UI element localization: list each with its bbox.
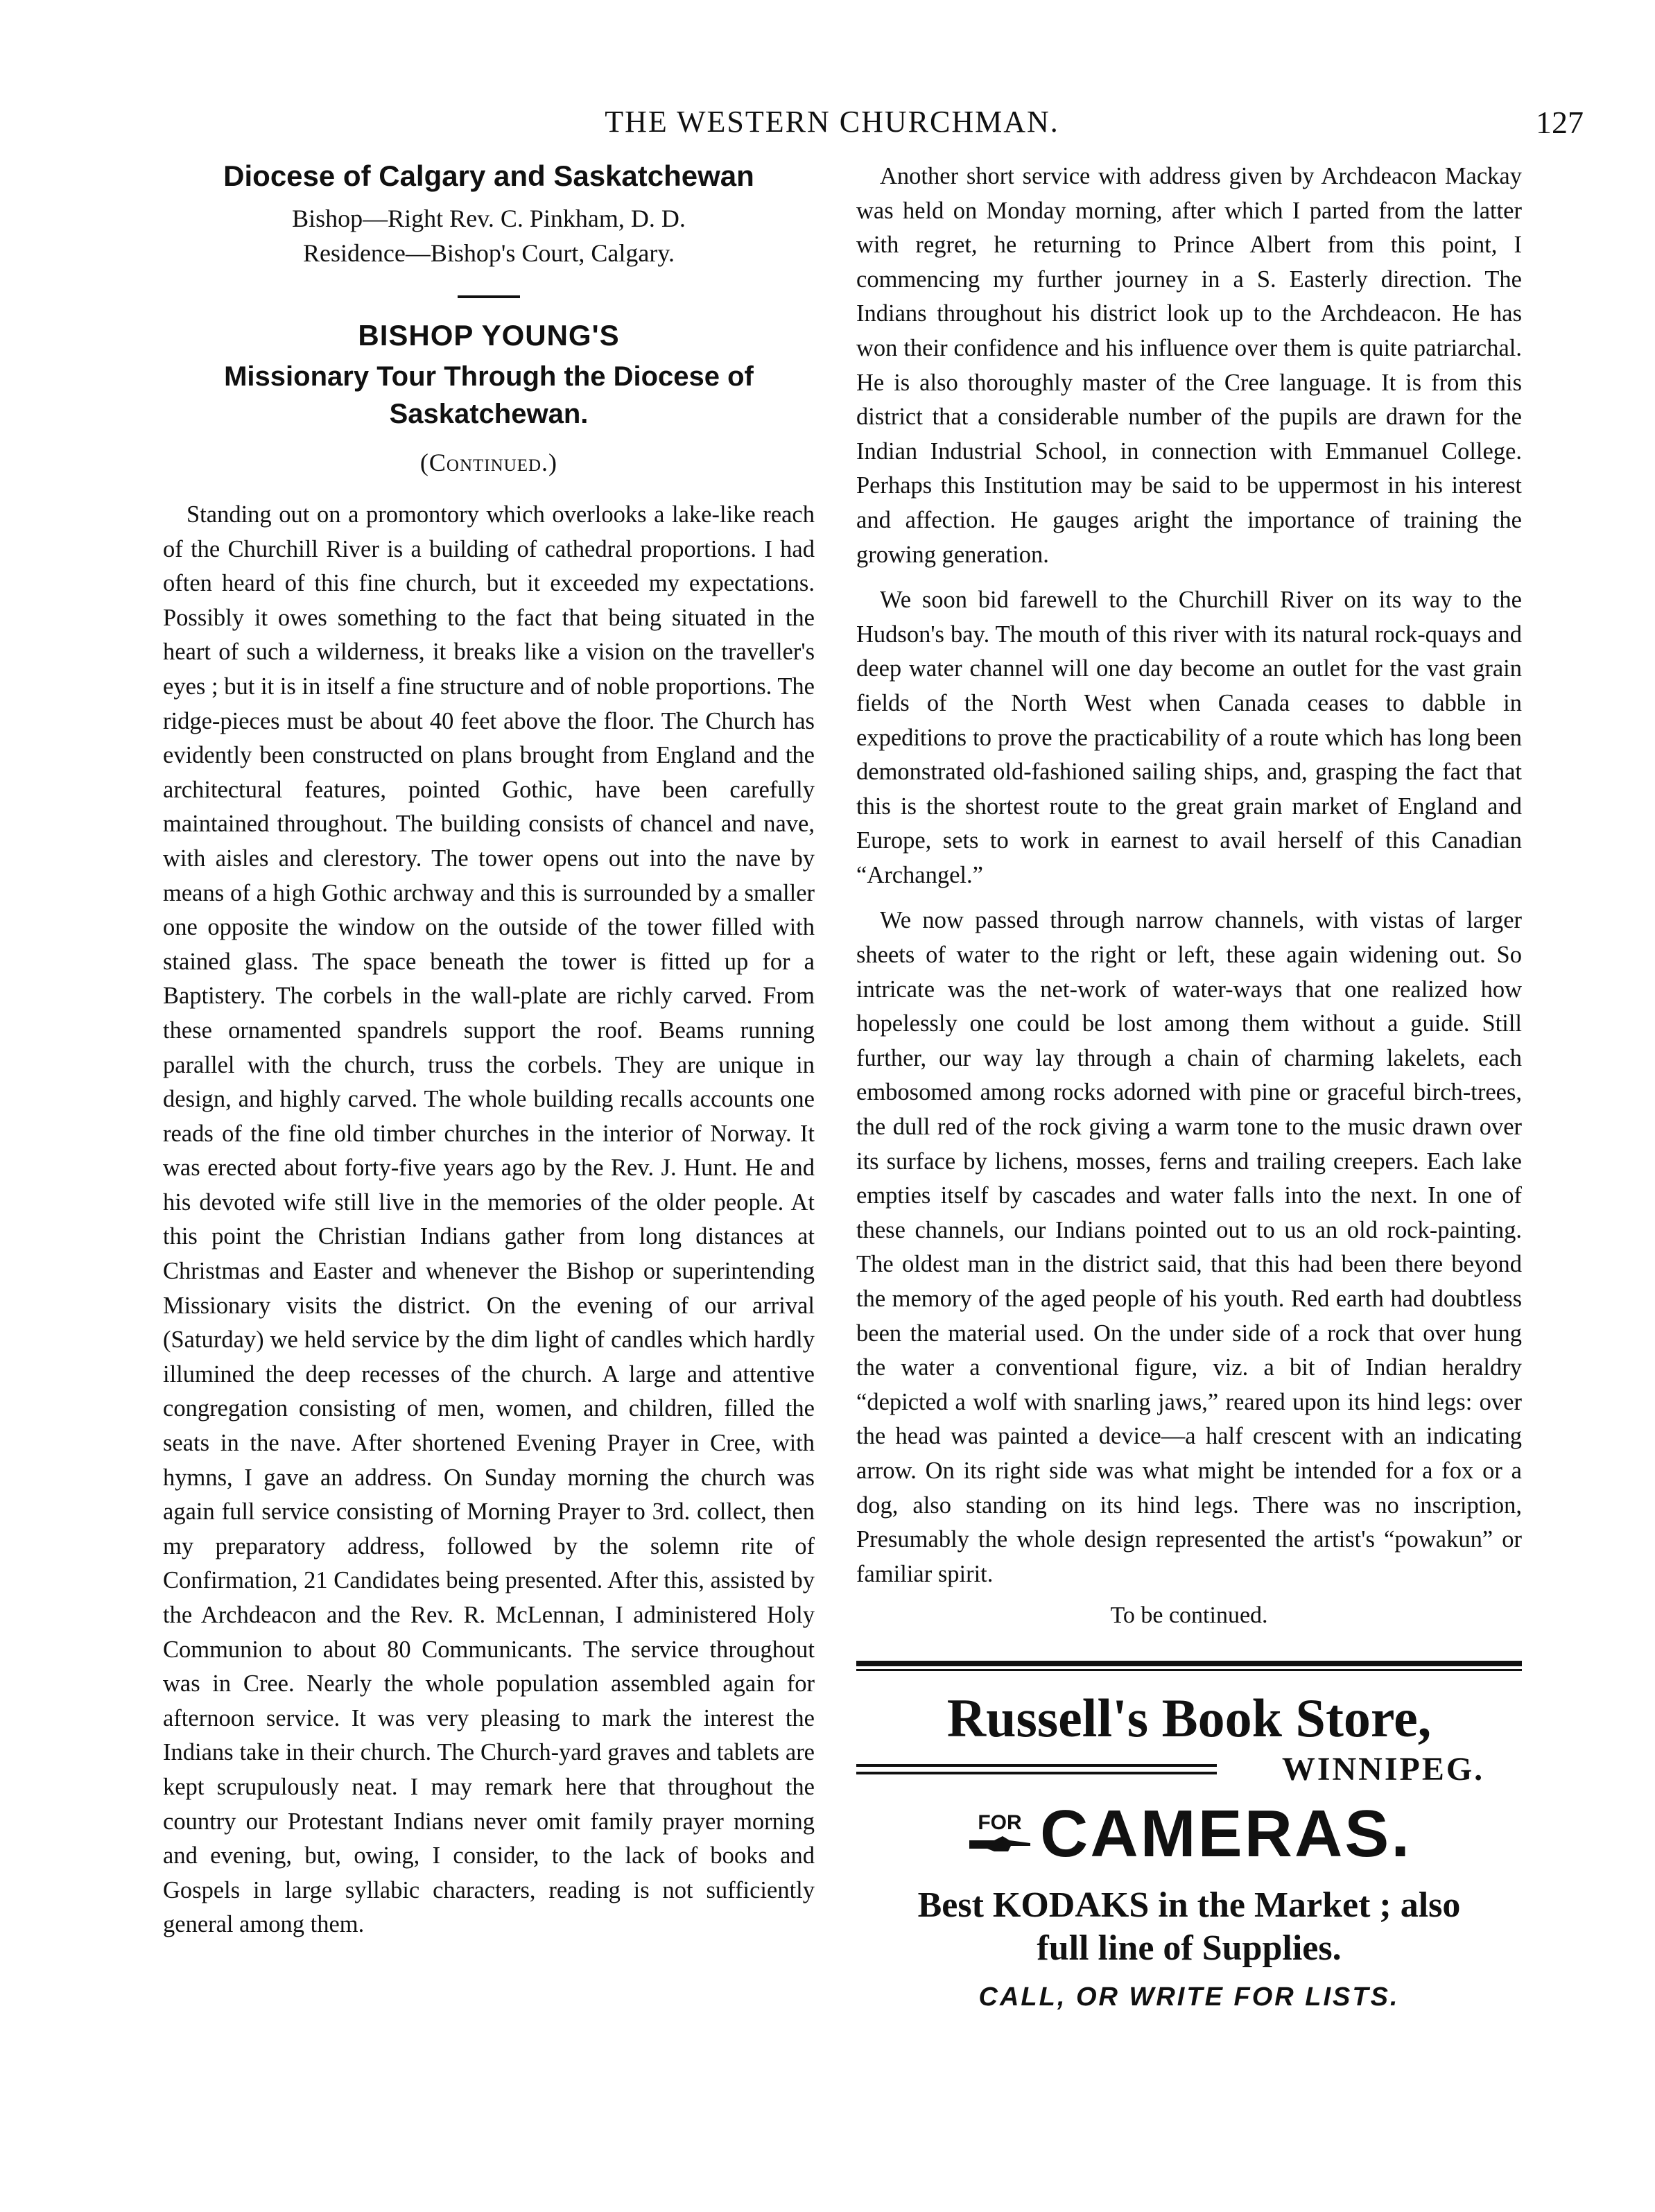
bishop-line: Bishop—Right Rev. C. Pinkham, D. D. [292, 205, 686, 232]
ad-heading: Russell's Book Store, [946, 1688, 1432, 1749]
continued-note: (Continued.) [419, 449, 558, 476]
ad-supplies-line: full line of Supplies. [1037, 1928, 1342, 1969]
article-paragraph-3: We soon bid farewell to the Churchill River on its way to the Hudson's bay. The mouth of this river with its natural rock-quays and deep water channel will one day become an outlet for the vast grain fields of the North West when Canada ceases to dabble in expeditions to prove the practicability of a route which has long been demonstrated old-fashioned sailing ships, and, grasping the fact that this is the shortest route to the great grain market of England and Europe, sets to work in earnest to avail herself of this Canadian “Archangel.” [856, 587, 1522, 888]
article-title: BISHOP YOUNG'S [358, 319, 620, 352]
ad-cameras-row [856, 1797, 1522, 1872]
article-paragraph-2: Another short service with address given by Archdeacon Mackay was held on Monday morning, after which I parted from the latter with regret, he returning to Prince Albert from this point, I commencing my further journey in a S. Easterly direction. The Indians throughout his district look up to the Archdeacon. He has won their confidence and his influence over them is quite patriarchal. He is also thoroughly master of the Cree language. It is from this district that a considerable number of the pupils are drawn for the Indian Industrial School, in connection with Emmanuel College. Perhaps this Institution may be said to be uppermost in his interest and affection. He gauges aright the importance of training the growing generation. [856, 163, 1522, 568]
pointing-hand-icon [967, 1833, 1033, 1856]
diocese-title: Diocese of Calgary and Saskatchewan [223, 159, 754, 192]
article-subtitle-line-1: Missionary Tour Through the Diocese of [224, 361, 754, 392]
ad-decorative-lines [856, 1759, 1217, 1779]
ad-for-label: FOR [978, 1811, 1022, 1835]
right-column [856, 159, 1522, 2012]
article-subtitle [163, 358, 815, 433]
ad-top-rule-thin [856, 1669, 1522, 1671]
ad-for-block [967, 1813, 1033, 1856]
residence-line: Residence—Bishop's Court, Calgary. [302, 239, 675, 267]
ad-cameras: CAMERAS. [1039, 1797, 1412, 1872]
running-head: THE WESTERN CHURCHMAN. [605, 105, 1059, 139]
to-be-continued: To be continued. [1110, 1602, 1268, 1629]
article-subtitle-line-2: Saskatchewan. [389, 399, 589, 429]
ad-kodaks-line: Best KODAKS in the Market ; also [917, 1885, 1461, 1926]
section-divider [458, 295, 520, 298]
ad-call-line: CALL, OR WRITE FOR LISTS. [978, 1982, 1400, 2012]
left-column [163, 159, 815, 1953]
page-number: 127 [1536, 105, 1584, 140]
ad-top-rule [856, 1661, 1522, 1666]
article-paragraph-1: Standing out on a promontory which overlooks a lake-like reach of the Churchill River is a building of cathedral proportions. I had often heard of this fine church, but it exceeded my expectations. Possibly it owes something to the fact that being situated in the heart of such a wilderness, it breaks like a vision on the traveller's eyes ; but it is in itself a fine structure and of noble proportions. The ridge-pieces must be about 40 feet above the floor. The Church has evidently been constructed on plans brought from England and the architectural features, pointed Gothic, have been carefully maintained throughout. The building consists of chancel and nave, with aisles and clerestory. The tower opens out into the nave by means of a high Gothic archway and this is surrounded by a smaller one opposite the window on the outside of the tower filled with stained glass. The space beneath the tower is fitted up for a Baptistery. The corbels in the wall-plate are richly carved. From these ornamented spandrels support the roof. Beams running parallel with the church, truss the corbels. They are unique in design, and highly carved. The whole building recalls accounts one reads of the fine old timber churches in the interior of Norway. It was erected about forty-five years ago by the Rev. J. Hunt. He and his devoted wife still live in the memories of the older people. At this point the Christian Indians gather from long distances at Christmas and Easter and whenever the Bishop or superintending Missionary visits the district. On the evening of our arrival (Saturday) we held service by the dim light of candles which hardly illumined the deep recesses of the church. A large and attentive congregation consisting of men, women, and children, filled the seats in the nave. After shortened Evening Prayer in Cree, with hymns, I gave an address. On Sunday morning the church was again full service consisting of Morning Prayer to 3rd. collect, then my preparatory address, followed by the solemn rite of Confirmation, 21 Candidates being presented. After this, assisted by the Archdeacon and the Rev. R. McLennan, I administered Holy Communion to about 80 Communicants. The service throughout was in Cree. Nearly the whole population assembled again for afternoon service. It was very pleasing to mark the interest the Indians take in their church. The Church-yard graves and tablets are kept scrupulously neat. I may remark here that throughout the country our Protestant Indians never omit family prayer morning and evening, but, owing, I consider, to the lack of books and Gospels in large syllabic characters, reading is not sufficiently general among them. [163, 501, 815, 1938]
advertisement [856, 1661, 1522, 2012]
ad-city-row [856, 1750, 1522, 1788]
article-paragraph-4: We now passed through narrow channels, with vistas of larger sheets of water to the right or left, these again widening out. So intricate was the net-work of water-ways that one realized how hopelessly one could be lost among them without a guide. Still further, our way lay through a chain of charming lakelets, each embosomed among rocks adorned with pine or graceful birch-trees, the dull red of the rock giving a warm tone to the music drawn over its surface by lichens, mosses, ferns and trailing creepers. Each lake empties itself by cascades and water falls into the next. In one of these channels, our Indians pointed out to us an old rock-painting. The oldest man in the district said, that this had been there beyond the memory of the aged people of his youth. Red earth had doubtless been the material used. On the under side of a rock that over hung the water a conventional figure, viz. a bit of Indian heraldry “depicted a wolf with snarling jaws,” reared upon its hind legs: over the head was painted a device—a half crescent with an indicating arrow. On its right side was what might be intended for a fox or a dog, also standing on its hind legs. There was no inscription, Presumably the whole design represented the artist's “powakun” or familiar spirit. [856, 907, 1522, 1587]
ad-city: WINNIPEG. [1281, 1751, 1485, 1788]
